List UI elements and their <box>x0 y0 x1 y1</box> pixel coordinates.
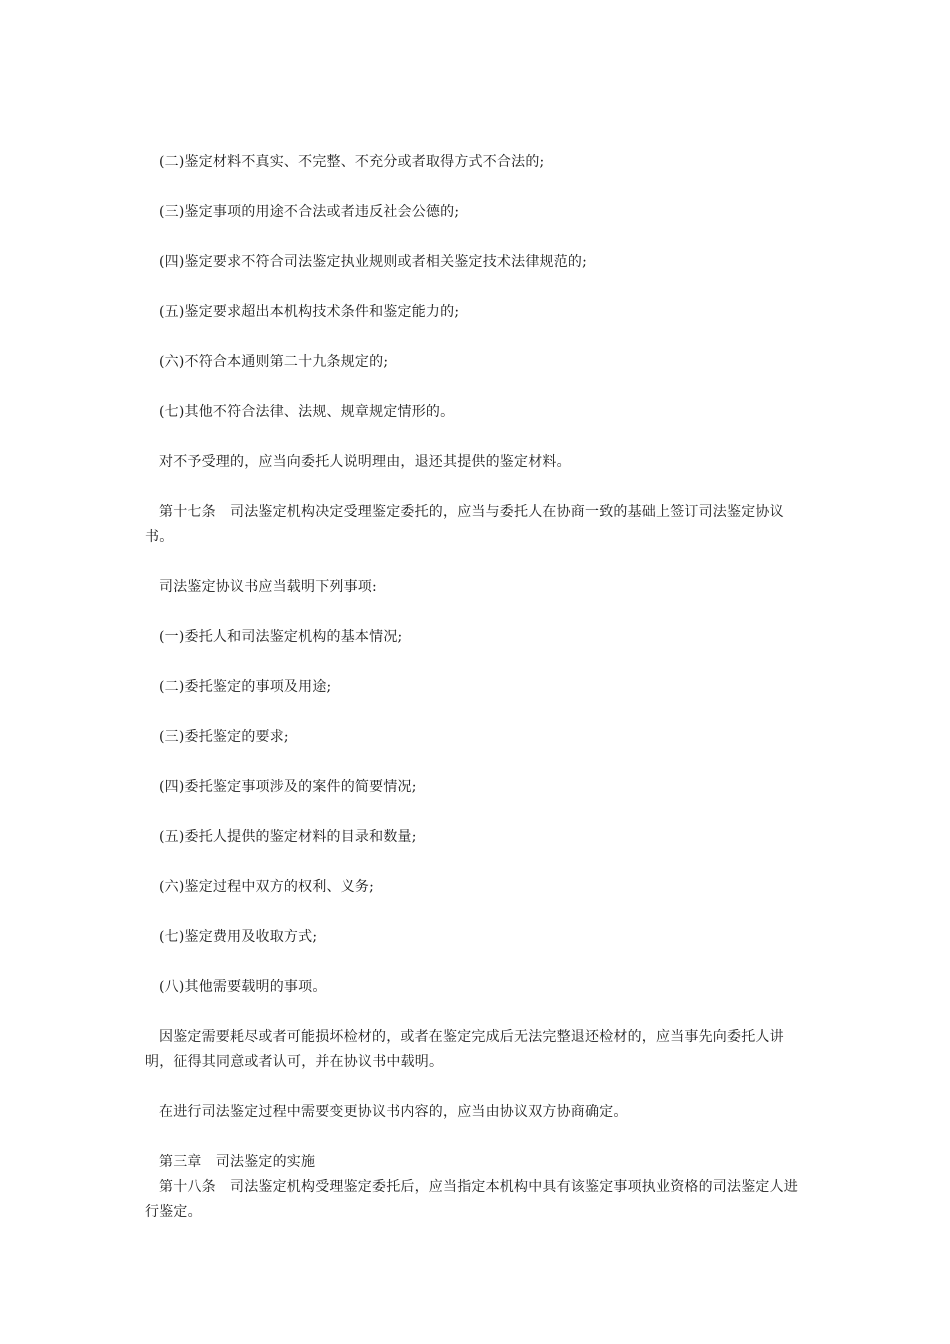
paragraph-sample-consumption: 因鉴定需要耗尽或者可能损坏检材的，或者在鉴定完成后无法完整退还检材的，应当事先向委托人讲明，征得其同意或者认可，并在协议书中载明。 <box>145 1029 784 1070</box>
agreement-item-3: (三)委托鉴定的要求; <box>159 729 289 745</box>
paragraph-item-7: (七)其他不符合法律、法规、规章规定情形的。 <box>159 404 455 420</box>
agreement-item-6: (六)鉴定过程中双方的权利、义务; <box>159 879 375 895</box>
paragraph-rejection-note: 对不予受理的，应当向委托人说明理由，退还其提供的鉴定材料。 <box>159 454 571 470</box>
chapter-3-heading: 第三章 司法鉴定的实施 <box>159 1154 316 1170</box>
paragraph-item-5: (五)鉴定要求超出本机构技术条件和鉴定能力的; <box>159 304 460 320</box>
agreement-item-4: (四)委托鉴定事项涉及的案件的简要情况; <box>159 779 417 795</box>
paragraph-item-6: (六)不符合本通则第二十九条规定的; <box>159 354 389 370</box>
agreement-item-2: (二)委托鉴定的事项及用途; <box>159 679 332 695</box>
paragraph-item-4: (四)鉴定要求不符合司法鉴定执业规则或者相关鉴定技术法律规范的; <box>159 254 588 270</box>
agreement-item-8: (八)其他需要载明的事项。 <box>159 979 327 995</box>
agreement-items-intro: 司法鉴定协议书应当载明下列事项: <box>159 579 377 595</box>
article-17: 第十七条 司法鉴定机构决定受理鉴定委托的，应当与委托人在协商一致的基础上签订司法鉴定协议书。 <box>145 504 784 545</box>
article-18: 第十八条 司法鉴定机构受理鉴定委托后，应当指定本机构中具有该鉴定事项执业资格的司法鉴定人进行鉴定。 <box>145 1179 798 1220</box>
agreement-item-5: (五)委托人提供的鉴定材料的目录和数量; <box>159 829 417 845</box>
agreement-item-1: (一)委托人和司法鉴定机构的基本情况; <box>159 629 403 645</box>
agreement-item-7: (七)鉴定费用及收取方式; <box>159 929 318 945</box>
paragraph-item-3: (三)鉴定事项的用途不合法或者违反社会公德的; <box>159 204 460 220</box>
document-page <box>145 150 805 1225</box>
paragraph-item-2: (二)鉴定材料不真实、不完整、不充分或者取得方式不合法的; <box>159 154 545 170</box>
paragraph-agreement-change: 在进行司法鉴定过程中需要变更协议书内容的，应当由协议双方协商确定。 <box>159 1104 628 1120</box>
